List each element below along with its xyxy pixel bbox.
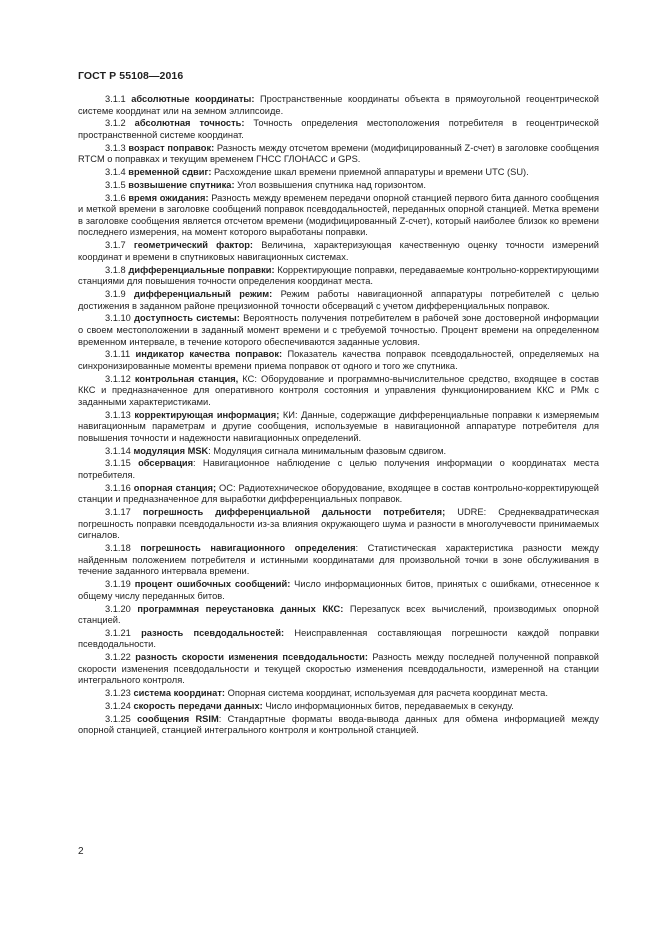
definition-item bbox=[78, 483, 599, 506]
definition-item bbox=[78, 628, 599, 651]
item-term: разность скорости изменения псевдодальности: bbox=[135, 652, 368, 663]
item-number: 3.1.16 bbox=[105, 482, 134, 493]
item-term: система координат: bbox=[133, 688, 225, 699]
item-text: Разность между последней полученной поправкой скорости изменения псевдодальности и текущей скоростью изменения псевдодальности, измеренной на станции интегрального контроля. bbox=[78, 652, 599, 686]
item-number: 3.1.19 bbox=[105, 579, 135, 590]
definition-item bbox=[78, 167, 599, 179]
item-number: 3.1.4 bbox=[105, 167, 129, 178]
definition-item bbox=[78, 688, 599, 700]
item-number: 3.1.23 bbox=[105, 688, 134, 699]
item-term: разность псевдодальностей: bbox=[141, 627, 285, 638]
item-text: Вероятность получения потребителем в рабочей зоне достоверной информации о своем местоположении в заданный момент времени и с требуемой точностью. Процент времени на определенном временном интервале, в течение которого обеспечиваются заданные условия. bbox=[78, 313, 599, 347]
item-term: контрольная станция, bbox=[134, 373, 239, 384]
item-text: КИ: Данные, содержащие дифференциальные поправки к измеряемым навигационным параметрам и другие сообщения, используемые в навигационной аппаратуре потребителя для повышения точности и надежности навигационных определений. bbox=[78, 409, 599, 443]
item-term: геометрический фактор: bbox=[133, 240, 254, 251]
document-header: ГОСТ Р 55108—2016 bbox=[78, 70, 184, 82]
item-number: 3.1.9 bbox=[105, 289, 135, 299]
definition-item bbox=[78, 652, 599, 687]
item-term: абсолютные координаты: bbox=[131, 94, 255, 104]
item-term: скорость передачи данных: bbox=[133, 701, 263, 711]
item-text: : Стандартные форматы ввода-вывода данных для обмена информацией между опорной станцией, станцией интегрального контроля и контрольной станцией. bbox=[78, 713, 600, 736]
definition-item bbox=[78, 374, 599, 409]
item-text: : Статистическая характеристика разности между найденным положением потребителя и истинными координатами для произвольной точки в зоне обслуживания в течение заданного интервала времени. bbox=[78, 543, 599, 577]
item-number: 3.1.15 bbox=[105, 458, 139, 469]
item-number: 3.1.10 bbox=[105, 313, 135, 324]
item-number: 3.1.6 bbox=[105, 192, 129, 203]
item-text: Угол возвышения спутника над горизонтом. bbox=[234, 179, 426, 190]
item-number: 3.1.25 bbox=[105, 713, 138, 724]
item-number: 3.1.14 bbox=[105, 445, 134, 456]
item-number: 3.1.12 bbox=[105, 373, 135, 384]
item-text: Расхождение шкал времени приемной аппаратуры и времени UTC (SU). bbox=[211, 167, 529, 178]
item-term: корректирующая информация; bbox=[134, 409, 280, 420]
item-number: 3.1.13 bbox=[105, 409, 135, 420]
item-term: опорная станция; bbox=[133, 482, 217, 493]
item-term: дифференциальные поправки: bbox=[128, 264, 275, 275]
item-number: 3.1.8 bbox=[105, 264, 129, 275]
definition-item bbox=[78, 579, 599, 602]
item-term: обсервация bbox=[138, 458, 194, 469]
definition-item bbox=[78, 313, 599, 348]
item-text: : Модуляция сигнала минимальным фазовым сдвигом. bbox=[208, 445, 447, 456]
definitions-list bbox=[78, 94, 599, 738]
item-term: временной сдвиг: bbox=[128, 167, 212, 178]
item-term: дифференциальный режим: bbox=[134, 289, 273, 299]
item-text: Перезапуск всех вычислений, производимых опорной станцией. bbox=[78, 603, 599, 626]
item-text: Разность между временем передачи опорной станцией первого бита данного сообщения и меткой времени в заголовке сообщений поправок псевдодальностей, переданных опорной станцией. Метка времени в заголовке сообщения является отсчетом времени (модифицированный Z-счет), который наиболее близок ко времени последнего измерения, на момент которого выработаны поправки. bbox=[78, 192, 599, 238]
item-term: процент ошибочных сообщений: bbox=[134, 579, 291, 590]
definition-item bbox=[78, 604, 599, 627]
item-term: возвышение спутника: bbox=[128, 179, 235, 190]
item-text: Пространственные координаты объекта в прямоугольной геоцентрической системе координат или на земном эллипсоиде. bbox=[78, 94, 599, 116]
item-number: 3.1.18 bbox=[105, 543, 141, 554]
item-number: 3.1.5 bbox=[105, 179, 129, 190]
item-number: 3.1.22 bbox=[105, 652, 136, 663]
item-number: 3.1.11 bbox=[105, 349, 136, 360]
item-term: доступность системы: bbox=[134, 313, 240, 324]
item-number: 3.1.24 bbox=[105, 701, 134, 711]
definition-item bbox=[78, 118, 599, 141]
item-number: 3.1.2 bbox=[105, 118, 135, 129]
definition-item bbox=[78, 349, 599, 372]
item-term: абсолютная точность: bbox=[134, 118, 245, 129]
page-number: 2 bbox=[78, 846, 84, 857]
item-text: Режим работы навигационной аппаратуры потребителей с целью достижения в заданном районе прецизионной точности обсерваций с учетом дифференциальных поправок. bbox=[78, 289, 599, 311]
item-number: 3.1.1 bbox=[105, 94, 132, 104]
item-term: программная переустановка данных ККС: bbox=[137, 603, 344, 614]
definition-item bbox=[78, 410, 599, 445]
item-text: КС: Оборудование и программно-вычислительное средство, входящее в состав ККС и предназначенное для оперативного контроля состояния и управления функционированием ККС и РМк с заданными характеристиками. bbox=[78, 373, 599, 407]
item-text: Число информационных битов, принятых с ошибками, отнесенное к общему числу переданных битов. bbox=[78, 579, 599, 601]
item-term: погрешность дифференциальной дальности потребителя; bbox=[142, 507, 446, 518]
definition-item bbox=[78, 543, 599, 578]
item-term: возраст поправок: bbox=[128, 142, 215, 153]
item-text: Точность определения местоположения потребителя в геоцентрической пространственной системе координат. bbox=[78, 118, 599, 140]
item-text: Корректирующие поправки, передаваемые контрольно-корректирующими станциями для повышения точности определения координат места. bbox=[78, 264, 599, 287]
item-number: 3.1.20 bbox=[105, 603, 138, 614]
definition-item bbox=[78, 193, 599, 239]
item-text: Показатель качества поправок псевдодальностей, определяемых на синхронизированные моменты времени приема поправок от одного и того же спутника. bbox=[78, 349, 600, 371]
definition-item bbox=[78, 458, 599, 481]
item-term: погрешность навигационного определения bbox=[140, 543, 356, 554]
item-term: индикатор качества поправок: bbox=[135, 349, 283, 360]
definition-item bbox=[78, 701, 599, 713]
item-text: Величина, характеризующая качественную оценку точности измерений координат и времени в спутниковых навигационных системах. bbox=[78, 240, 599, 262]
definition-item bbox=[78, 507, 599, 542]
definition-item bbox=[78, 446, 599, 458]
item-text: UDRE: Среднеквадратическая погрешность поправки псевдодальности из-за влияния окружающего шума и разности в многолучевости принимаемых сигналов. bbox=[78, 507, 599, 541]
item-term: время ожидания: bbox=[128, 192, 209, 203]
item-number: 3.1.7 bbox=[105, 240, 134, 251]
item-text: ОС: Радиотехническое оборудование, входящее в состав контрольно-корректирующей станции и предназначенное для выработки дифференциальных поправок. bbox=[78, 482, 600, 505]
definition-item bbox=[78, 265, 599, 288]
item-term: модуляция MSK bbox=[133, 445, 209, 456]
definition-item bbox=[78, 143, 599, 166]
item-text: Опорная система координат, используемая для расчета координат места. bbox=[225, 688, 548, 699]
definition-item bbox=[78, 289, 599, 312]
item-term: сообщения RSIM bbox=[137, 713, 219, 724]
definition-item bbox=[78, 94, 599, 117]
definition-item bbox=[78, 240, 599, 263]
item-text: Неисправленная составляющая погрешности каждой поправки псевдодальности. bbox=[78, 627, 600, 650]
item-number: 3.1.3 bbox=[105, 142, 129, 153]
item-text: Число информационных битов, передаваемых в секунду. bbox=[262, 701, 514, 711]
item-number: 3.1.21 bbox=[105, 627, 142, 638]
definition-item bbox=[78, 714, 599, 737]
definition-item bbox=[78, 180, 599, 192]
item-text: : Навигационное наблюдение с целью получения информации о координатах места потребителя. bbox=[78, 458, 599, 481]
item-number: 3.1.17 bbox=[105, 507, 143, 518]
item-text: Разность между отсчетом времени (модифицированный Z-счет) в заголовке сообщения RTCM о поправках и текущим временем ГНСС ГЛОНАСС и GPS. bbox=[78, 142, 600, 165]
